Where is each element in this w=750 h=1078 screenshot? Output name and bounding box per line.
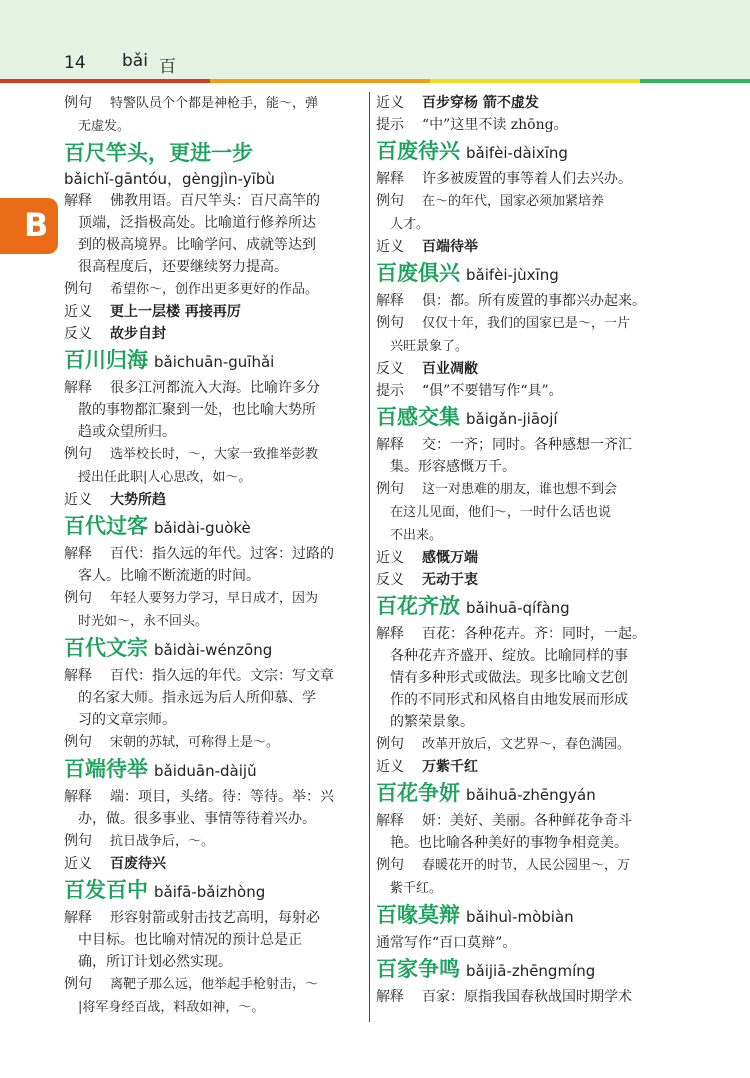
- line-text: 抗日战争后，～。: [110, 834, 215, 849]
- line-text: 各种花卉齐盛开、绽放。比喻同样的事: [390, 648, 628, 664]
- continuation-line: [376, 524, 676, 547]
- continuation-line: [64, 929, 361, 951]
- synonym-line: [376, 756, 676, 778]
- line-text: 时光如～，永不回头。: [78, 614, 209, 629]
- continuation-line: [376, 877, 676, 900]
- entry-headword: [376, 591, 676, 623]
- line-text: 年轻人要努力学习，早日成才，因为: [110, 591, 319, 606]
- line-text: 办，做。很多事业、事情等待着兴办。: [78, 811, 316, 827]
- headword-pinyin: bǎifā-bǎizhòng: [154, 883, 266, 901]
- entry-headword: [376, 402, 676, 434]
- line-text: 佛教用语。百尺竿头：百尺高竿的: [110, 193, 320, 209]
- line-text: 妍：美好、美丽。各种鲜花争奇斗: [422, 813, 632, 829]
- continuation-line: [376, 711, 676, 733]
- entry-label: 反义: [376, 572, 404, 588]
- entry-headword: [64, 633, 361, 665]
- entry-line: [376, 733, 676, 756]
- header-pinyin: bǎi: [122, 51, 148, 71]
- headword-pinyin: bǎijiā-zhēngmíng: [466, 962, 596, 980]
- line-text: 紫千红。: [390, 881, 443, 896]
- entry-line: [376, 290, 676, 312]
- headword-pinyin: bǎifèi-jùxīng: [466, 266, 559, 284]
- synonym-line: [64, 301, 361, 323]
- headword-text: 百花齐放: [376, 593, 460, 618]
- entry-label: 近义: [64, 856, 92, 872]
- line-text: 离靶子那么远，他举起手枪射击，～: [110, 977, 319, 992]
- headword-pinyin: bǎihuā-zhēngyán: [466, 786, 596, 804]
- entry-line: [64, 92, 361, 115]
- entry-label: 解释: [376, 171, 404, 187]
- color-stripe-yellow: [430, 79, 640, 83]
- entry-line: [64, 377, 361, 399]
- continuation-line: [376, 689, 676, 711]
- continuation-line: [64, 466, 361, 489]
- section-tab: [0, 198, 58, 254]
- entry-line: [64, 731, 361, 754]
- headword-pinyin: bǎidài-wénzōng: [154, 641, 273, 659]
- line-text: 俱：都。所有废置的事都兴办起来。: [422, 293, 646, 309]
- entry-label: 例句: [64, 734, 92, 750]
- entry-headword: [64, 138, 361, 168]
- entry-label: 近义: [64, 492, 92, 508]
- entry-label: 解释: [376, 626, 404, 642]
- line-text: 形容射箭或射击技艺高明，每射必: [110, 910, 320, 926]
- entry-headword: [64, 875, 361, 907]
- entry-label: 解释: [376, 989, 404, 1005]
- entry-headword: [64, 511, 361, 543]
- synonym-line: [64, 323, 361, 345]
- page-header-band: [0, 0, 750, 79]
- entry-line: [376, 854, 676, 877]
- line-text: 端：项目，头绪。待：等待。举：兴: [110, 789, 334, 805]
- headword-pinyin: bǎifèi-dàixīng: [466, 144, 568, 162]
- line-text: 授出任此职|人心思改，如～。: [78, 470, 252, 485]
- headword-text: 百代文宗: [64, 635, 148, 660]
- synonym-line: [376, 547, 676, 569]
- line-text: 的繁荣景象。: [390, 714, 474, 730]
- entry-label: 近义: [376, 550, 404, 566]
- continuation-line: [376, 832, 676, 854]
- entry-label: 近义: [376, 239, 404, 255]
- line-text: 希望你～，创作出更多更好的作品。: [110, 282, 319, 297]
- line-text: 许多被废置的事等着人们去兴办。: [422, 171, 632, 187]
- continuation-line: [64, 234, 361, 256]
- line-text: 改革开放后，文艺界～，春色满园。: [422, 737, 631, 752]
- entry-line: [64, 587, 361, 610]
- entry-label: 解释: [376, 293, 404, 309]
- line-text: 更上一层楼 再接再厉: [110, 304, 241, 320]
- line-text: 交：一齐；同时。各种感想一齐汇: [422, 437, 632, 453]
- continuation-line: [376, 501, 676, 524]
- line-text: 艳。也比喻各种美好的事物争相竞美。: [390, 835, 628, 851]
- right-column: [376, 92, 676, 1008]
- color-stripe-green: [640, 79, 750, 83]
- entry-headword: [64, 754, 361, 786]
- entry-headword: [376, 954, 676, 986]
- line-text: 万紫千红: [422, 759, 478, 775]
- column-divider: [369, 92, 370, 1022]
- line-text: 中目标。也比喻对情况的预计总是正: [78, 932, 302, 948]
- entry-label: 解释: [64, 193, 92, 209]
- entry-label: 例句: [64, 833, 92, 849]
- entry-line: [376, 114, 676, 136]
- continuation-line: [64, 996, 361, 1019]
- line-text: 人才。: [390, 217, 430, 232]
- entry-line: [64, 830, 361, 853]
- line-text: 习的文章宗师。: [78, 712, 176, 728]
- entry-label: 例句: [64, 446, 92, 462]
- continuation-line: [376, 335, 676, 358]
- line-text: 作的不同形式和风格自由地发展而形成: [390, 692, 628, 708]
- headword-text: 百感交集: [376, 404, 460, 429]
- line-text: 确，所订计划必然实现。: [78, 954, 232, 970]
- entry-label: 近义: [64, 304, 92, 320]
- continuation-line: [64, 115, 361, 138]
- line-text: 特警队员个个都是神枪手，能～，弹: [110, 96, 319, 111]
- entry-headword: [376, 900, 676, 932]
- color-stripe-orange: [210, 79, 430, 83]
- headword-text: 百代过客: [64, 513, 148, 538]
- continuation-line: [64, 399, 361, 421]
- line-text: 散的事物都汇聚到一处，也比喻大势所: [78, 402, 316, 418]
- headword-pinyin: bǎichuān-guīhǎi: [154, 353, 275, 371]
- headword-text: 百尺竿头，更进一步: [64, 140, 253, 165]
- entry-label: 例句: [64, 95, 92, 111]
- entry-label: 反义: [376, 361, 404, 377]
- line-text: 无虚发。: [78, 119, 131, 134]
- entry-label: 解释: [64, 910, 92, 926]
- line-text: 客人。比喻不断流逝的时间。: [78, 568, 260, 584]
- headword-text: 百川归海: [64, 347, 148, 372]
- entry-label: 例句: [64, 281, 92, 297]
- line-text: 故步自封: [110, 326, 166, 342]
- headword-text: 百端待举: [64, 756, 148, 781]
- left-column: [64, 92, 361, 1019]
- entry-label: 例句: [376, 736, 404, 752]
- entry-note: 通常写作“百口莫辩”。: [376, 935, 517, 951]
- continuation-line: [376, 667, 676, 689]
- line-text: 兴旺景象了。: [390, 339, 469, 354]
- line-text: 选举校长时，～，大家一致推举彭教: [110, 447, 319, 462]
- entry-label: 例句: [376, 315, 404, 331]
- line-text: 宋朝的苏轼，可称得上是～。: [110, 735, 280, 750]
- entry-line: [376, 623, 676, 645]
- entry-line: [376, 478, 676, 501]
- line-text: 的名家大师。指永远为后人所仰慕、学: [78, 690, 316, 706]
- headword-pinyin: bǎihuì-mòbiàn: [466, 908, 574, 926]
- entry-headword: [64, 345, 361, 377]
- entry-label: 解释: [64, 380, 92, 396]
- entry-label: 解释: [64, 789, 92, 805]
- headword-pinyin-line: bǎichǐ-gāntóu，gèngjìn-yībù: [64, 170, 275, 188]
- entry-label: 解释: [376, 437, 404, 453]
- entry-label: 例句: [64, 976, 92, 992]
- entry-label: 提示: [376, 383, 404, 399]
- entry-line: [64, 543, 361, 565]
- entry-line: [64, 665, 361, 687]
- continuation-line: [64, 808, 361, 830]
- entry-line: [376, 380, 676, 402]
- line-text: 百花：各种花卉。齐：同时，一起。: [422, 626, 646, 642]
- line-text: 无动于衷: [422, 572, 478, 588]
- line-text: 很高程度后，还要继续努力提高。: [78, 259, 288, 275]
- line-text: 百家：原指我国春秋战国时期学术: [422, 989, 632, 1005]
- line-text: 大势所趋: [110, 492, 166, 508]
- headword-pinyin: bǎidài-guòkè: [154, 519, 251, 537]
- synonym-line: [64, 489, 361, 511]
- entry-label: 提示: [376, 117, 404, 133]
- line-text: 到的极高境界。比喻学问、成就等达到: [78, 237, 316, 253]
- continuation-line: [64, 687, 361, 709]
- entry-line: [376, 434, 676, 456]
- line-text: 仅仅十年，我们的国家已是～，一片: [422, 316, 631, 331]
- line-text: 很多江河都流入大海。比喻许多分: [110, 380, 320, 396]
- line-text: 春暖花开的时节，人民公园里～，万: [422, 858, 631, 873]
- entry-line: [64, 786, 361, 808]
- headword-text: 百废待兴: [376, 138, 460, 163]
- entry-line: [376, 986, 676, 1008]
- entry-label: 反义: [64, 326, 92, 342]
- line-text: 在～的年代，国家必须加紧培养: [422, 194, 605, 209]
- entry-line: [376, 810, 676, 832]
- line-text: 百代：指久远的年代。过客：过路的: [110, 546, 334, 562]
- entry-label: 解释: [64, 668, 92, 684]
- line-text: 顶端，泛指极高处。比喻道行修养所达: [78, 215, 316, 231]
- line-text: 在这儿见面，他们～，一时什么话也说: [390, 505, 612, 520]
- entry-label: 例句: [376, 193, 404, 209]
- section-letter: B: [24, 206, 49, 244]
- entry-line: [64, 907, 361, 929]
- continuation-line: [64, 951, 361, 973]
- headword-text: 百花争妍: [376, 780, 460, 805]
- entry-headword: [376, 778, 676, 810]
- entry-line: [64, 278, 361, 301]
- entry-headword: [376, 136, 676, 168]
- line-text: 情有多种形式或做法。现多比喻文艺创: [390, 670, 628, 686]
- line-text: 集。形容感慨万千。: [390, 459, 516, 475]
- continuation-line: [64, 709, 361, 731]
- entry-label: 近义: [376, 759, 404, 775]
- entry-label: 近义: [376, 95, 404, 111]
- entry-headword: [376, 258, 676, 290]
- line-text: 百废待兴: [110, 856, 166, 872]
- line-text: 百业凋敝: [422, 361, 478, 377]
- entry-label: 解释: [64, 546, 92, 562]
- synonym-line: [376, 358, 676, 380]
- line-text: 趋或众望所归。: [78, 424, 176, 440]
- line-text: 百步穿杨 箭不虚发: [422, 95, 539, 111]
- continuation-line: [64, 565, 361, 587]
- continuation-line: [64, 421, 361, 443]
- header-hanzi: 百: [159, 57, 176, 77]
- line-text: “俱”不要错写作“具”。: [422, 383, 563, 399]
- line-text: 这一对患难的朋友，谁也想不到会: [422, 482, 618, 497]
- line-text: |将军身经百战，料敌如神，～。: [78, 1000, 265, 1015]
- line-text: 感慨万端: [422, 550, 478, 566]
- continuation-line: [376, 456, 676, 478]
- synonym-line: [376, 236, 676, 258]
- line-text: 不出来。: [390, 528, 443, 543]
- page-number: 14: [64, 53, 86, 73]
- headword-text: 百家争鸣: [376, 956, 460, 981]
- line-text: “中”这里不读 zhōng。: [422, 117, 568, 133]
- entry-label: 解释: [376, 813, 404, 829]
- continuation-line: [376, 645, 676, 667]
- entry-line: [64, 973, 361, 996]
- headword-pinyin: bǎigǎn-jiāojí: [466, 410, 558, 428]
- headword-text: 百废俱兴: [376, 260, 460, 285]
- synonym-line: [376, 92, 676, 114]
- synonym-line: [64, 853, 361, 875]
- headword-pinyin: bǎiduān-dàijǔ: [154, 762, 257, 780]
- headword-pinyin: bǎihuā-qífàng: [466, 599, 570, 617]
- entry-line: [376, 312, 676, 335]
- line-text: 百代：指久远的年代。文宗：写文章: [110, 668, 334, 684]
- headword-text: 百发百中: [64, 877, 148, 902]
- entry-label: 例句: [376, 481, 404, 497]
- continuation-line: [64, 212, 361, 234]
- headword-text: 百喙莫辩: [376, 902, 460, 927]
- continuation-line: [64, 610, 361, 633]
- line-text: 百端待举: [422, 239, 478, 255]
- continuation-line: [64, 256, 361, 278]
- synonym-line: [376, 569, 676, 591]
- entry-line: [64, 190, 361, 212]
- entry-line: [64, 443, 361, 466]
- entry-label: 例句: [376, 857, 404, 873]
- entry-line: [376, 190, 676, 213]
- continuation-line: [376, 213, 676, 236]
- entry-line: [376, 168, 676, 190]
- entry-label: 例句: [64, 590, 92, 606]
- color-stripe-red: [0, 79, 210, 83]
